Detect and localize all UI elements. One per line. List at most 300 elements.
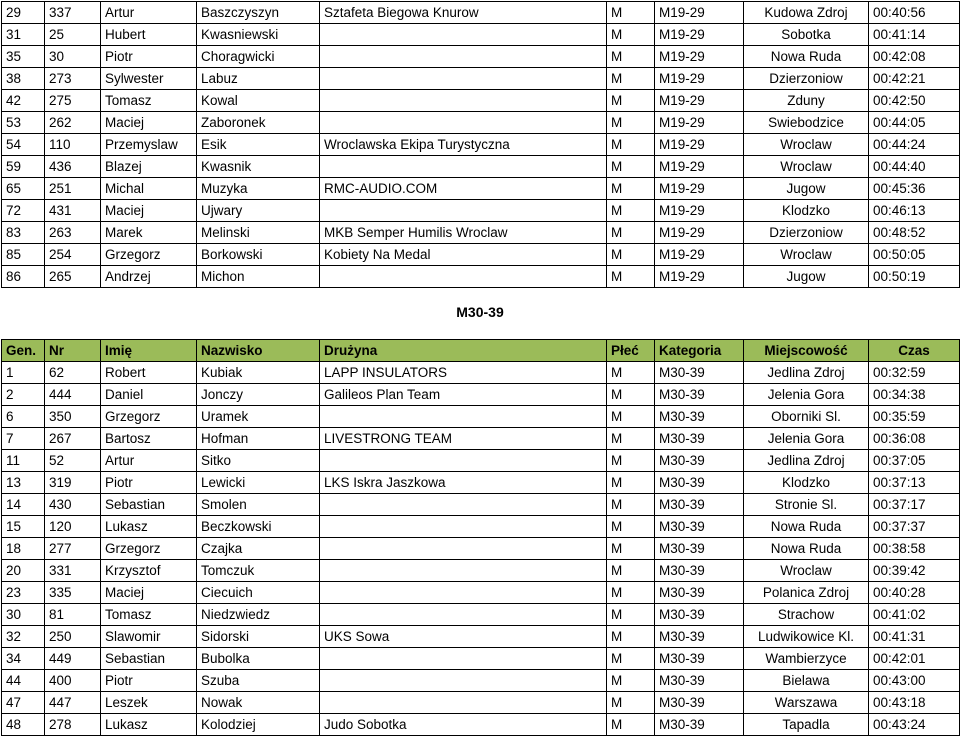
time-cell: 00:37:37 xyxy=(869,516,960,538)
first-name-cell: Maciej xyxy=(101,200,197,222)
category-cell: M30-39 xyxy=(655,670,744,692)
nr-cell: 263 xyxy=(45,222,101,244)
city-cell: Nowa Ruda xyxy=(744,538,869,560)
last-name-cell: Muzyka xyxy=(197,178,320,200)
team-cell xyxy=(320,68,607,90)
time-cell: 00:37:05 xyxy=(869,450,960,472)
category-cell: M30-39 xyxy=(655,560,744,582)
city-cell: Jedlina Zdroj xyxy=(744,450,869,472)
city-cell: Stronie Sl. xyxy=(744,494,869,516)
city-cell: Polanica Zdroj xyxy=(744,582,869,604)
last-name-cell: Kolodziej xyxy=(197,714,320,736)
time-cell: 00:34:38 xyxy=(869,384,960,406)
first-name-cell: Grzegorz xyxy=(101,244,197,266)
table-row xyxy=(2,604,960,626)
team-cell xyxy=(320,200,607,222)
first-name-cell: Andrzej xyxy=(101,266,197,288)
city-cell: Zduny xyxy=(744,90,869,112)
first-name-cell: Grzegorz xyxy=(101,406,197,428)
nr-cell: 110 xyxy=(45,134,101,156)
table-row xyxy=(2,178,960,200)
table-row xyxy=(2,538,960,560)
col-header-nr: Nr xyxy=(45,340,101,362)
table-row xyxy=(2,362,960,384)
gender-cell: M xyxy=(607,670,655,692)
time-cell: 00:44:05 xyxy=(869,112,960,134)
category-cell: M19-29 xyxy=(655,222,744,244)
table-row xyxy=(2,428,960,450)
category-cell: M30-39 xyxy=(655,648,744,670)
table-row xyxy=(2,134,960,156)
city-cell: Wroclaw xyxy=(744,244,869,266)
team-cell: MKB Semper Humilis Wroclaw xyxy=(320,222,607,244)
city-cell: Nowa Ruda xyxy=(744,516,869,538)
category-cell: M30-39 xyxy=(655,362,744,384)
first-name-cell: Sebastian xyxy=(101,494,197,516)
category-cell: M30-39 xyxy=(655,538,744,560)
team-cell: Sztafeta Biegowa Knurow xyxy=(320,2,607,24)
gender-cell: M xyxy=(607,494,655,516)
nr-cell: 30 xyxy=(45,46,101,68)
gender-cell: M xyxy=(607,90,655,112)
nr-cell: 278 xyxy=(45,714,101,736)
last-name-cell: Michon xyxy=(197,266,320,288)
gender-cell: M xyxy=(607,626,655,648)
team-cell: LIVESTRONG TEAM xyxy=(320,428,607,450)
team-cell xyxy=(320,538,607,560)
gen-cell: 14 xyxy=(2,494,45,516)
table-row xyxy=(2,406,960,428)
team-cell: LAPP INSULATORS xyxy=(320,362,607,384)
last-name-cell: Lewicki xyxy=(197,472,320,494)
last-name-cell: Zaboronek xyxy=(197,112,320,134)
last-name-cell: Borkowski xyxy=(197,244,320,266)
first-name-cell: Leszek xyxy=(101,692,197,714)
first-name-cell: Blazej xyxy=(101,156,197,178)
gender-cell: M xyxy=(607,244,655,266)
category-cell: M19-29 xyxy=(655,2,744,24)
time-cell: 00:40:28 xyxy=(869,582,960,604)
table-row xyxy=(2,156,960,178)
first-name-cell: Lukasz xyxy=(101,516,197,538)
time-cell: 00:39:42 xyxy=(869,560,960,582)
gen-cell: 47 xyxy=(2,692,45,714)
gen-cell: 1 xyxy=(2,362,45,384)
table-row xyxy=(2,714,960,736)
team-cell xyxy=(320,266,607,288)
gender-cell: M xyxy=(607,450,655,472)
city-cell: Jelenia Gora xyxy=(744,384,869,406)
team-cell: Wroclawska Ekipa Turystyczna xyxy=(320,134,607,156)
category-cell: M19-29 xyxy=(655,134,744,156)
gender-cell: M xyxy=(607,362,655,384)
first-name-cell: Artur xyxy=(101,2,197,24)
nr-cell: 265 xyxy=(45,266,101,288)
time-cell: 00:50:05 xyxy=(869,244,960,266)
table-row xyxy=(2,90,960,112)
gen-cell: 83 xyxy=(2,222,45,244)
nr-cell: 436 xyxy=(45,156,101,178)
table-row xyxy=(2,516,960,538)
time-cell: 00:43:00 xyxy=(869,670,960,692)
city-cell: Strachow xyxy=(744,604,869,626)
last-name-cell: Choragwicki xyxy=(197,46,320,68)
nr-cell: 25 xyxy=(45,24,101,46)
gen-cell: 65 xyxy=(2,178,45,200)
team-cell xyxy=(320,90,607,112)
last-name-cell: Melinski xyxy=(197,222,320,244)
table-row xyxy=(2,472,960,494)
gender-cell: M xyxy=(607,582,655,604)
results-table-m30-39 xyxy=(1,339,960,736)
gender-cell: M xyxy=(607,714,655,736)
time-cell: 00:44:40 xyxy=(869,156,960,178)
gen-cell: 31 xyxy=(2,24,45,46)
col-header-czas: Czas xyxy=(869,340,960,362)
time-cell: 00:37:17 xyxy=(869,494,960,516)
gender-cell: M xyxy=(607,222,655,244)
category-cell: M19-29 xyxy=(655,178,744,200)
category-cell: M30-39 xyxy=(655,428,744,450)
gender-cell: M xyxy=(607,406,655,428)
table-row xyxy=(2,384,960,406)
time-cell: 00:42:21 xyxy=(869,68,960,90)
team-cell: UKS Sowa xyxy=(320,626,607,648)
team-cell xyxy=(320,450,607,472)
gender-cell: M xyxy=(607,24,655,46)
team-cell: Galileos Plan Team xyxy=(320,384,607,406)
first-name-cell: Bartosz xyxy=(101,428,197,450)
team-cell: Kobiety Na Medal xyxy=(320,244,607,266)
last-name-cell: Kwasniewski xyxy=(197,24,320,46)
first-name-cell: Robert xyxy=(101,362,197,384)
gen-cell: 54 xyxy=(2,134,45,156)
first-name-cell: Przemyslaw xyxy=(101,134,197,156)
city-cell: Klodzko xyxy=(744,200,869,222)
table-row xyxy=(2,2,960,24)
nr-cell: 449 xyxy=(45,648,101,670)
gen-cell: 13 xyxy=(2,472,45,494)
nr-cell: 400 xyxy=(45,670,101,692)
last-name-cell: Baszczyszyn xyxy=(197,2,320,24)
gen-cell: 30 xyxy=(2,604,45,626)
last-name-cell: Tomczuk xyxy=(197,560,320,582)
nr-cell: 254 xyxy=(45,244,101,266)
time-cell: 00:35:59 xyxy=(869,406,960,428)
gender-cell: M xyxy=(607,156,655,178)
team-cell: LKS Iskra Jaszkowa xyxy=(320,472,607,494)
col-header-kategoria: Kategoria xyxy=(655,340,744,362)
gender-cell: M xyxy=(607,604,655,626)
col-header-druzyna: Drużyna xyxy=(320,340,607,362)
city-cell: Bielawa xyxy=(744,670,869,692)
last-name-cell: Sidorski xyxy=(197,626,320,648)
time-cell: 00:43:24 xyxy=(869,714,960,736)
category-cell: M19-29 xyxy=(655,156,744,178)
gen-cell: 42 xyxy=(2,90,45,112)
last-name-cell: Czajka xyxy=(197,538,320,560)
gender-cell: M xyxy=(607,266,655,288)
first-name-cell: Artur xyxy=(101,450,197,472)
time-cell: 00:42:50 xyxy=(869,90,960,112)
nr-cell: 337 xyxy=(45,2,101,24)
time-cell: 00:48:52 xyxy=(869,222,960,244)
first-name-cell: Piotr xyxy=(101,472,197,494)
col-header-plec: Płeć xyxy=(607,340,655,362)
gen-cell: 23 xyxy=(2,582,45,604)
gender-cell: M xyxy=(607,516,655,538)
results-table-m19-29 xyxy=(1,1,960,288)
nr-cell: 444 xyxy=(45,384,101,406)
gender-cell: M xyxy=(607,200,655,222)
city-cell: Wroclaw xyxy=(744,560,869,582)
category-cell: M19-29 xyxy=(655,46,744,68)
first-name-cell: Sylwester xyxy=(101,68,197,90)
table-row xyxy=(2,648,960,670)
nr-cell: 120 xyxy=(45,516,101,538)
gen-cell: 85 xyxy=(2,244,45,266)
nr-cell: 331 xyxy=(45,560,101,582)
gen-cell: 48 xyxy=(2,714,45,736)
gen-cell: 29 xyxy=(2,2,45,24)
team-cell xyxy=(320,560,607,582)
city-cell: Klodzko xyxy=(744,472,869,494)
gen-cell: 53 xyxy=(2,112,45,134)
first-name-cell: Maciej xyxy=(101,112,197,134)
time-cell: 00:32:59 xyxy=(869,362,960,384)
team-cell xyxy=(320,582,607,604)
time-cell: 00:50:19 xyxy=(869,266,960,288)
gender-cell: M xyxy=(607,692,655,714)
table-row xyxy=(2,450,960,472)
gender-cell: M xyxy=(607,384,655,406)
first-name-cell: Krzysztof xyxy=(101,560,197,582)
gender-cell: M xyxy=(607,648,655,670)
first-name-cell: Sebastian xyxy=(101,648,197,670)
category-cell: M30-39 xyxy=(655,406,744,428)
nr-cell: 447 xyxy=(45,692,101,714)
last-name-cell: Niedzwiedz xyxy=(197,604,320,626)
first-name-cell: Daniel xyxy=(101,384,197,406)
time-cell: 00:36:08 xyxy=(869,428,960,450)
col-header-gen: Gen. xyxy=(2,340,45,362)
first-name-cell: Lukasz xyxy=(101,714,197,736)
first-name-cell: Piotr xyxy=(101,46,197,68)
category-cell: M30-39 xyxy=(655,582,744,604)
gen-cell: 6 xyxy=(2,406,45,428)
nr-cell: 52 xyxy=(45,450,101,472)
gender-cell: M xyxy=(607,68,655,90)
gender-cell: M xyxy=(607,2,655,24)
gender-cell: M xyxy=(607,112,655,134)
team-cell xyxy=(320,494,607,516)
gen-cell: 2 xyxy=(2,384,45,406)
category-cell: M30-39 xyxy=(655,714,744,736)
table-row xyxy=(2,494,960,516)
table-row xyxy=(2,68,960,90)
city-cell: Jugow xyxy=(744,178,869,200)
gen-cell: 34 xyxy=(2,648,45,670)
last-name-cell: Esik xyxy=(197,134,320,156)
gender-cell: M xyxy=(607,46,655,68)
city-cell: Jugow xyxy=(744,266,869,288)
nr-cell: 81 xyxy=(45,604,101,626)
last-name-cell: Hofman xyxy=(197,428,320,450)
category-cell: M19-29 xyxy=(655,68,744,90)
gen-cell: 38 xyxy=(2,68,45,90)
gender-cell: M xyxy=(607,134,655,156)
table-row xyxy=(2,200,960,222)
time-cell: 00:41:31 xyxy=(869,626,960,648)
category-cell: M19-29 xyxy=(655,90,744,112)
category-cell: M19-29 xyxy=(655,112,744,134)
city-cell: Dzierzoniow xyxy=(744,68,869,90)
city-cell: Wroclaw xyxy=(744,156,869,178)
last-name-cell: Kubiak xyxy=(197,362,320,384)
gen-cell: 7 xyxy=(2,428,45,450)
category-cell: M19-29 xyxy=(655,244,744,266)
last-name-cell: Ujwary xyxy=(197,200,320,222)
first-name-cell: Tomasz xyxy=(101,90,197,112)
gen-cell: 11 xyxy=(2,450,45,472)
nr-cell: 319 xyxy=(45,472,101,494)
city-cell: Wambierzyce xyxy=(744,648,869,670)
team-cell xyxy=(320,112,607,134)
category-cell: M30-39 xyxy=(655,494,744,516)
city-cell: Swiebodzice xyxy=(744,112,869,134)
time-cell: 00:41:02 xyxy=(869,604,960,626)
first-name-cell: Slawomir xyxy=(101,626,197,648)
time-cell: 00:37:13 xyxy=(869,472,960,494)
city-cell: Ludwikowice Kl. xyxy=(744,626,869,648)
last-name-cell: Smolen xyxy=(197,494,320,516)
city-cell: Wroclaw xyxy=(744,134,869,156)
category-cell: M30-39 xyxy=(655,626,744,648)
last-name-cell: Bubolka xyxy=(197,648,320,670)
team-cell xyxy=(320,692,607,714)
category-cell: M30-39 xyxy=(655,450,744,472)
city-cell: Jelenia Gora xyxy=(744,428,869,450)
city-cell: Tapadla xyxy=(744,714,869,736)
time-cell: 00:40:56 xyxy=(869,2,960,24)
table-row xyxy=(2,244,960,266)
nr-cell: 267 xyxy=(45,428,101,450)
time-cell: 00:45:36 xyxy=(869,178,960,200)
gender-cell: M xyxy=(607,472,655,494)
time-cell: 00:43:18 xyxy=(869,692,960,714)
team-cell: Judo Sobotka xyxy=(320,714,607,736)
nr-cell: 262 xyxy=(45,112,101,134)
table-row xyxy=(2,692,960,714)
table-row xyxy=(2,266,960,288)
team-cell xyxy=(320,604,607,626)
city-cell: Dzierzoniow xyxy=(744,222,869,244)
table-row xyxy=(2,222,960,244)
time-cell: 00:41:14 xyxy=(869,24,960,46)
city-cell: Kudowa Zdroj xyxy=(744,2,869,24)
team-cell xyxy=(320,406,607,428)
first-name-cell: Tomasz xyxy=(101,604,197,626)
table-row xyxy=(2,670,960,692)
category-cell: M30-39 xyxy=(655,692,744,714)
nr-cell: 62 xyxy=(45,362,101,384)
nr-cell: 431 xyxy=(45,200,101,222)
city-cell: Sobotka xyxy=(744,24,869,46)
last-name-cell: Beczkowski xyxy=(197,516,320,538)
category-cell: M19-29 xyxy=(655,266,744,288)
city-cell: Jedlina Zdroj xyxy=(744,362,869,384)
gen-cell: 20 xyxy=(2,560,45,582)
team-cell xyxy=(320,156,607,178)
nr-cell: 335 xyxy=(45,582,101,604)
gen-cell: 59 xyxy=(2,156,45,178)
table-row xyxy=(2,582,960,604)
first-name-cell: Hubert xyxy=(101,24,197,46)
team-cell xyxy=(320,648,607,670)
team-cell: RMC-AUDIO.COM xyxy=(320,178,607,200)
nr-cell: 350 xyxy=(45,406,101,428)
gender-cell: M xyxy=(607,428,655,450)
gen-cell: 15 xyxy=(2,516,45,538)
last-name-cell: Kwasnik xyxy=(197,156,320,178)
gen-cell: 32 xyxy=(2,626,45,648)
team-cell xyxy=(320,46,607,68)
nr-cell: 273 xyxy=(45,68,101,90)
last-name-cell: Labuz xyxy=(197,68,320,90)
time-cell: 00:38:58 xyxy=(869,538,960,560)
gen-cell: 18 xyxy=(2,538,45,560)
table-row xyxy=(2,626,960,648)
time-cell: 00:42:01 xyxy=(869,648,960,670)
last-name-cell: Szuba xyxy=(197,670,320,692)
gen-cell: 44 xyxy=(2,670,45,692)
first-name-cell: Grzegorz xyxy=(101,538,197,560)
table-row xyxy=(2,560,960,582)
category-cell: M30-39 xyxy=(655,604,744,626)
category-cell: M30-39 xyxy=(655,384,744,406)
table-row xyxy=(2,46,960,68)
gender-cell: M xyxy=(607,178,655,200)
last-name-cell: Jonczy xyxy=(197,384,320,406)
header-row xyxy=(2,340,960,362)
last-name-cell: Nowak xyxy=(197,692,320,714)
team-cell xyxy=(320,670,607,692)
team-cell xyxy=(320,516,607,538)
time-cell: 00:44:24 xyxy=(869,134,960,156)
time-cell: 00:46:13 xyxy=(869,200,960,222)
gender-cell: M xyxy=(607,560,655,582)
nr-cell: 277 xyxy=(45,538,101,560)
gen-cell: 72 xyxy=(2,200,45,222)
city-cell: Oborniki Sl. xyxy=(744,406,869,428)
first-name-cell: Piotr xyxy=(101,670,197,692)
city-cell: Warszawa xyxy=(744,692,869,714)
col-header-imie: Imię xyxy=(101,340,197,362)
gen-cell: 35 xyxy=(2,46,45,68)
nr-cell: 430 xyxy=(45,494,101,516)
last-name-cell: Uramek xyxy=(197,406,320,428)
category-cell: M30-39 xyxy=(655,472,744,494)
first-name-cell: Maciej xyxy=(101,582,197,604)
category-cell: M19-29 xyxy=(655,24,744,46)
category-cell: M19-29 xyxy=(655,200,744,222)
team-cell xyxy=(320,24,607,46)
last-name-cell: Kowal xyxy=(197,90,320,112)
first-name-cell: Marek xyxy=(101,222,197,244)
time-cell: 00:42:08 xyxy=(869,46,960,68)
col-header-miejscowosc: Miejscowość xyxy=(744,340,869,362)
city-cell: Nowa Ruda xyxy=(744,46,869,68)
